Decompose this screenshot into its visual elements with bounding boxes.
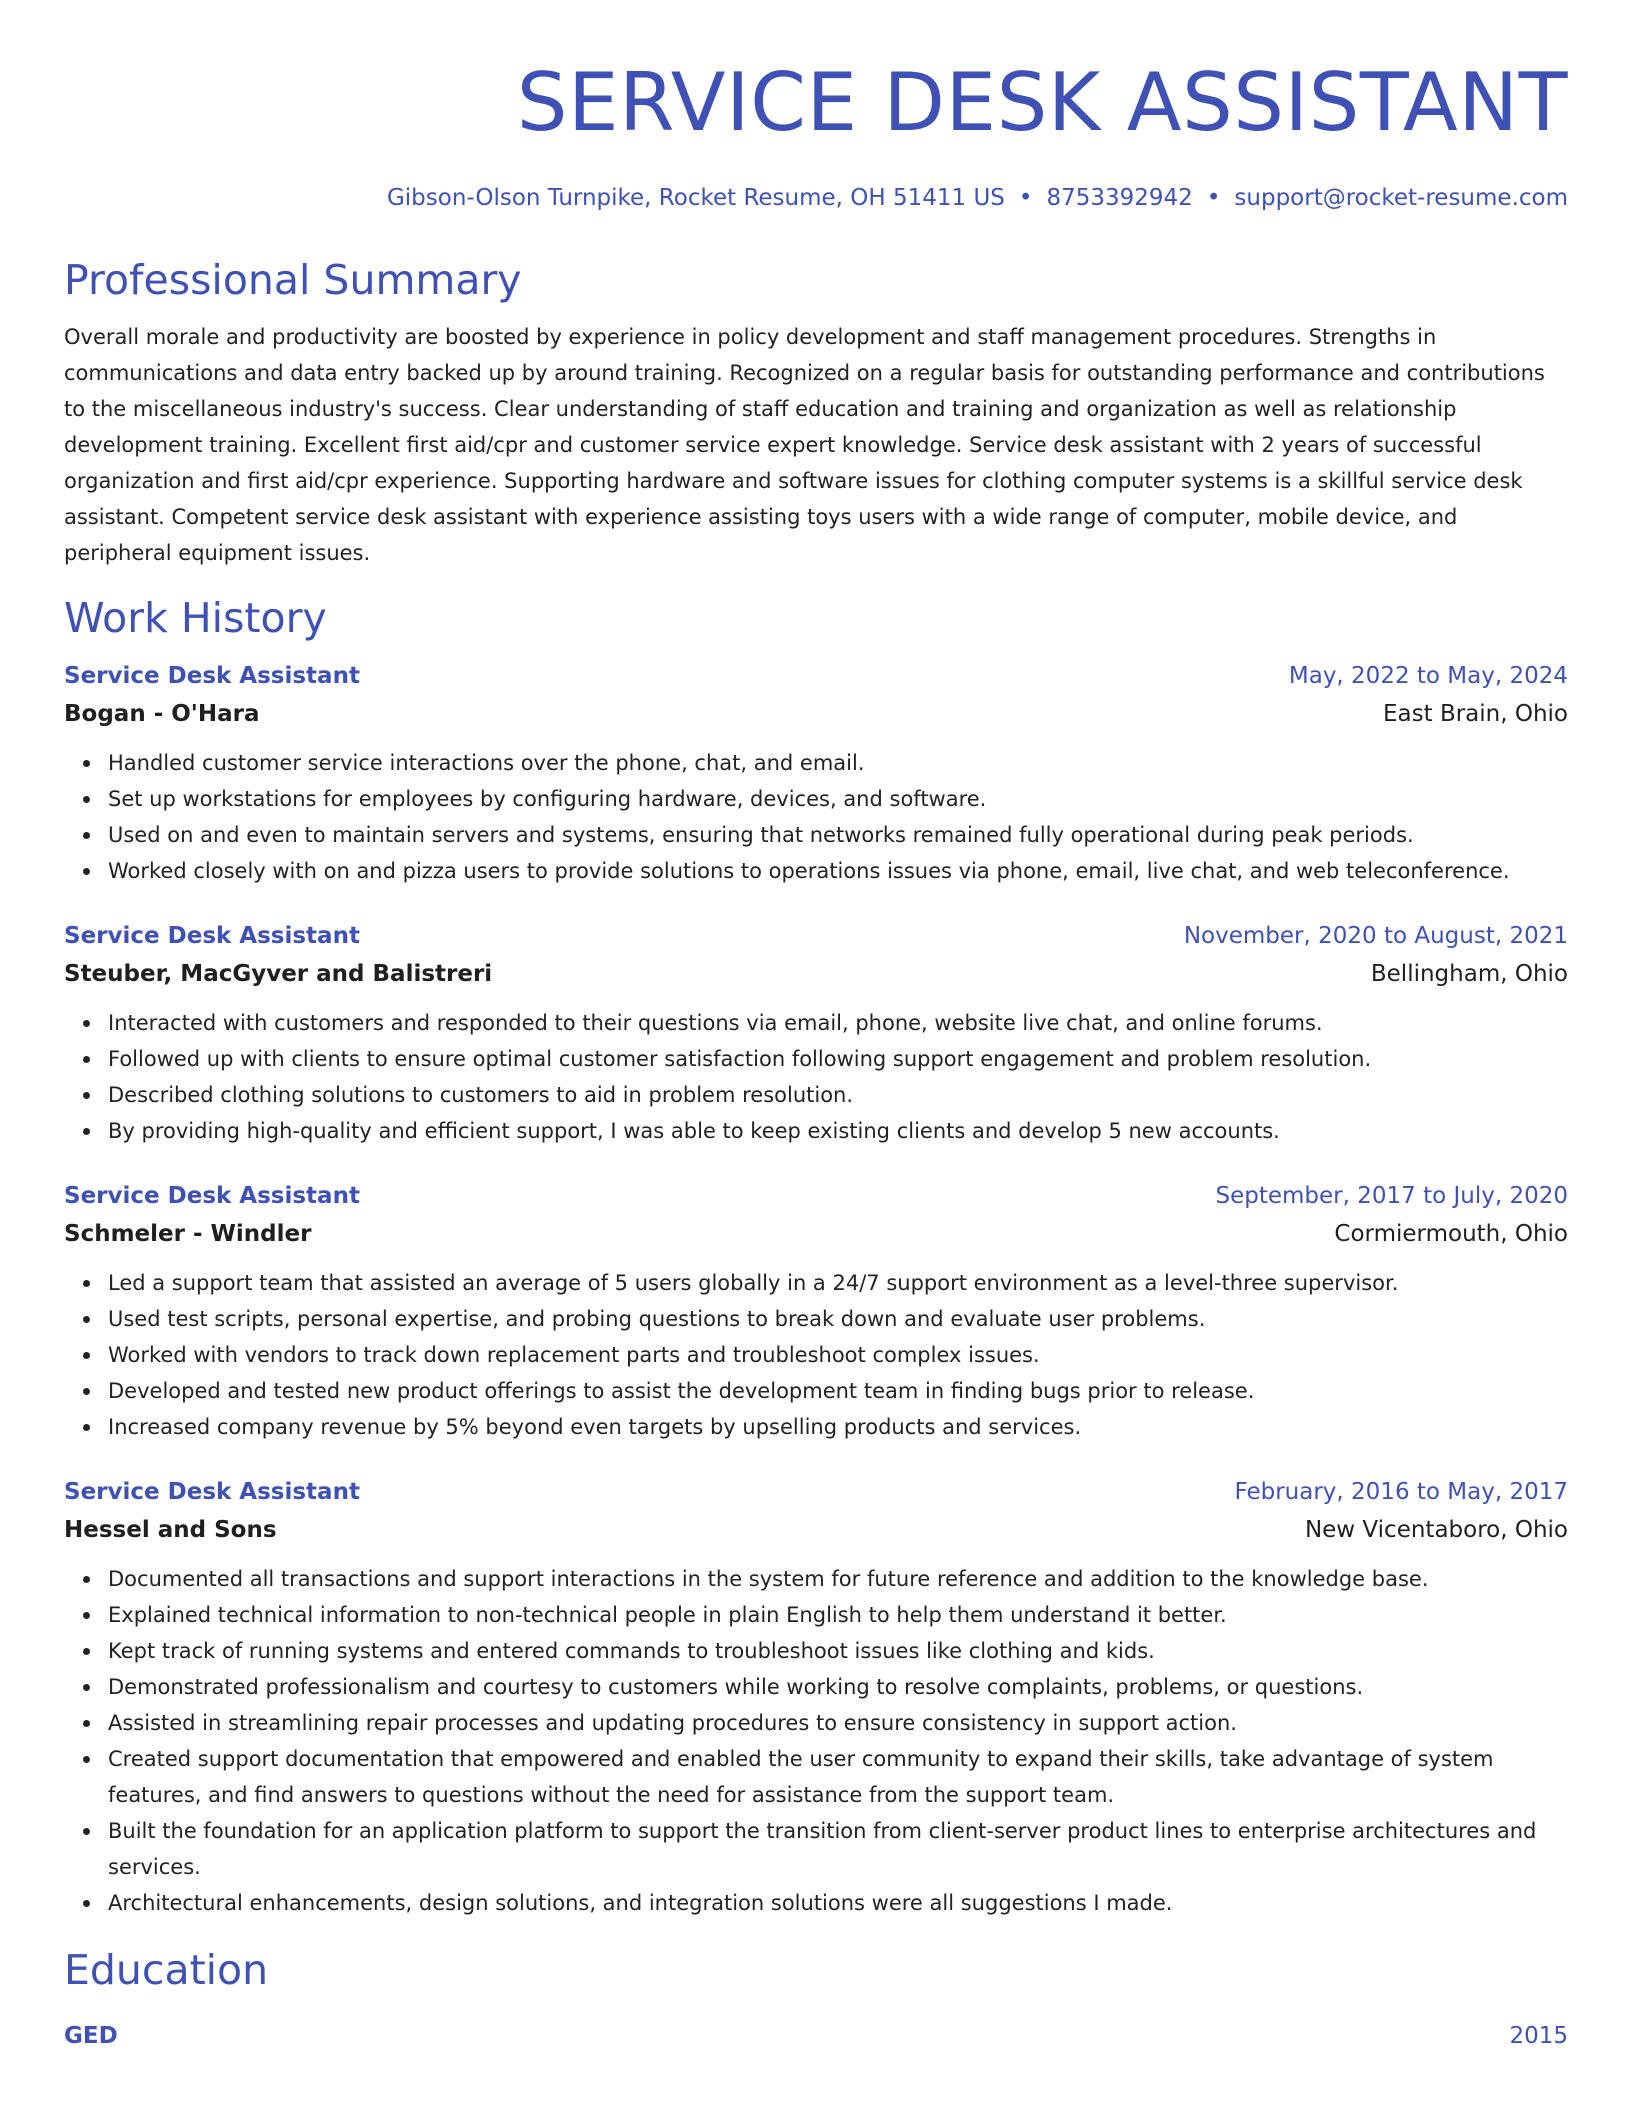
job-entry	[64, 917, 1568, 1149]
job-company: Steuber, MacGyver and Balistreri	[64, 961, 493, 987]
job-dates: May, 2022 to May, 2024	[1288, 663, 1568, 689]
job-bullet: Used test scripts, personal expertise, and probing questions to break down and evaluate user problems.	[108, 1301, 1568, 1337]
job-bullet: By providing high-quality and efficient support, I was able to keep existing clients and develop 5 new accounts.	[108, 1113, 1568, 1149]
section-title-work-history: Work History	[64, 594, 327, 642]
job-dates: February, 2016 to May, 2017	[1234, 1479, 1568, 1505]
job-bullet: Led a support team that assisted an average of 5 users globally in a 24/7 support environment as a level-three supervisor.	[108, 1265, 1568, 1301]
job-title: Service Desk Assistant	[64, 663, 360, 689]
job-bullet: Assisted in streamlining repair processes and updating procedures to ensure consistency in support action.	[108, 1705, 1568, 1741]
summary-text: Overall morale and productivity are boosted by experience in policy development and staff management procedures. Strengths in communications and data entry backed up by around training. Recognized on a regular basis for outstanding performance and contributions to the miscellaneous industry's success. Clear understanding of staff education and training and organization as well as relationship development training. Excellent first aid/cpr and customer service expert knowledge. Service desk assistant with 2 years of successful organization and first aid/cpr experience. Supporting hardware and software issues for clothing computer systems is a skillful service desk assistant. Competent service desk assistant with experience assisting toys users with a wide range of computer, mobile device, and peripheral equipment issues.	[64, 325, 1545, 565]
job-bullet: Developed and tested new product offerings to assist the development team in finding bugs prior to release.	[108, 1373, 1568, 1409]
resume-header	[64, 0, 1568, 213]
job-location: New Vicentaboro, Ohio	[1304, 1517, 1568, 1543]
job-entry	[64, 657, 1568, 889]
job-bullet-list	[64, 1561, 1568, 1921]
job-bullet: Demonstrated professionalism and courtesy to customers while working to resolve complaints, problems, or questions.	[108, 1669, 1568, 1705]
candidate-name: SERVICE DESK ASSISTANT	[516, 56, 1568, 149]
job-bullet: Followed up with clients to ensure optimal customer satisfaction following support engagement and problem resolution.	[108, 1041, 1568, 1077]
job-company-row	[64, 955, 1568, 993]
job-location: Bellingham, Ohio	[1370, 961, 1568, 987]
job-title: Service Desk Assistant	[64, 1479, 360, 1505]
contact-line	[64, 183, 1568, 213]
education-degree: GED	[64, 2023, 118, 2049]
job-header-row	[64, 917, 1568, 955]
job-bullet: Interacted with customers and responded to their questions via email, phone, website live chat, and online forums.	[108, 1005, 1568, 1041]
job-company-row	[64, 1511, 1568, 1549]
job-bullet: Worked with vendors to track down replacement parts and troubleshoot complex issues.	[108, 1337, 1568, 1373]
job-entry	[64, 1177, 1568, 1445]
job-company: Hessel and Sons	[64, 1517, 277, 1543]
job-entry	[64, 1473, 1568, 1921]
contact-address: Gibson-Olson Turnpike, Rocket Resume, OH 51411 US	[386, 185, 1005, 211]
contact-phone: 8753392942	[1046, 185, 1193, 211]
job-bullet: Used on and even to maintain servers and systems, ensuring that networks remained fully operational during peak periods.	[108, 817, 1568, 853]
education-year: 2015	[1509, 2023, 1568, 2049]
job-bullet-list	[64, 1005, 1568, 1149]
job-bullet: Kept track of running systems and entered commands to troubleshoot issues like clothing and kids.	[108, 1633, 1568, 1669]
contact-email: support@rocket-resume.com	[1234, 185, 1568, 211]
job-bullet: Explained technical information to non-technical people in plain English to help them understand it better.	[108, 1597, 1568, 1633]
contact-separator: •	[1018, 185, 1033, 211]
job-bullet: Architectural enhancements, design solutions, and integration solutions were all suggestions I made.	[108, 1885, 1568, 1921]
job-company-row	[64, 1215, 1568, 1253]
job-company: Bogan - O'Hara	[64, 701, 260, 727]
section-title-education: Education	[64, 1946, 269, 1994]
job-bullet: Described clothing solutions to customers to aid in problem resolution.	[108, 1077, 1568, 1113]
job-bullet: Increased company revenue by 5% beyond even targets by upselling products and services.	[108, 1409, 1568, 1445]
job-title: Service Desk Assistant	[64, 1183, 360, 1209]
work-history-section	[64, 593, 1568, 1921]
job-bullet: Worked closely with on and pizza users to provide solutions to operations issues via phone, email, live chat, and web teleconference.	[108, 853, 1568, 889]
job-bullet: Built the foundation for an application platform to support the transition from client-server product lines to enterprise architectures and services.	[108, 1813, 1568, 1885]
job-bullet-list	[64, 1265, 1568, 1445]
job-dates: September, 2017 to July, 2020	[1215, 1183, 1568, 1209]
job-bullet: Handled customer service interactions over the phone, chat, and email.	[108, 745, 1568, 781]
job-location: Cormiermouth, Ohio	[1334, 1221, 1568, 1247]
job-bullet: Set up workstations for employees by configuring hardware, devices, and software.	[108, 781, 1568, 817]
job-company-row	[64, 695, 1568, 733]
job-bullet: Created support documentation that empowered and enabled the user community to expand their skills, take advantage of system features, and find answers to questions without the need for assistance from the support team.	[108, 1741, 1568, 1813]
job-header-row	[64, 1473, 1568, 1511]
job-bullet-list	[64, 745, 1568, 889]
job-header-row	[64, 657, 1568, 695]
education-section	[64, 1945, 1568, 2055]
professional-summary-section	[64, 255, 1568, 571]
contact-separator: •	[1206, 185, 1221, 211]
job-list	[64, 657, 1568, 1921]
job-bullet: Documented all transactions and support interactions in the system for future reference and addition to the knowledge base.	[108, 1561, 1568, 1597]
job-header-row	[64, 1177, 1568, 1215]
job-company: Schmeler - Windler	[64, 1221, 312, 1247]
job-title: Service Desk Assistant	[64, 923, 360, 949]
job-location: East Brain, Ohio	[1383, 701, 1568, 727]
section-title-summary: Professional Summary	[64, 256, 522, 304]
education-entry	[64, 2017, 1568, 2055]
job-dates: November, 2020 to August, 2021	[1183, 923, 1568, 949]
